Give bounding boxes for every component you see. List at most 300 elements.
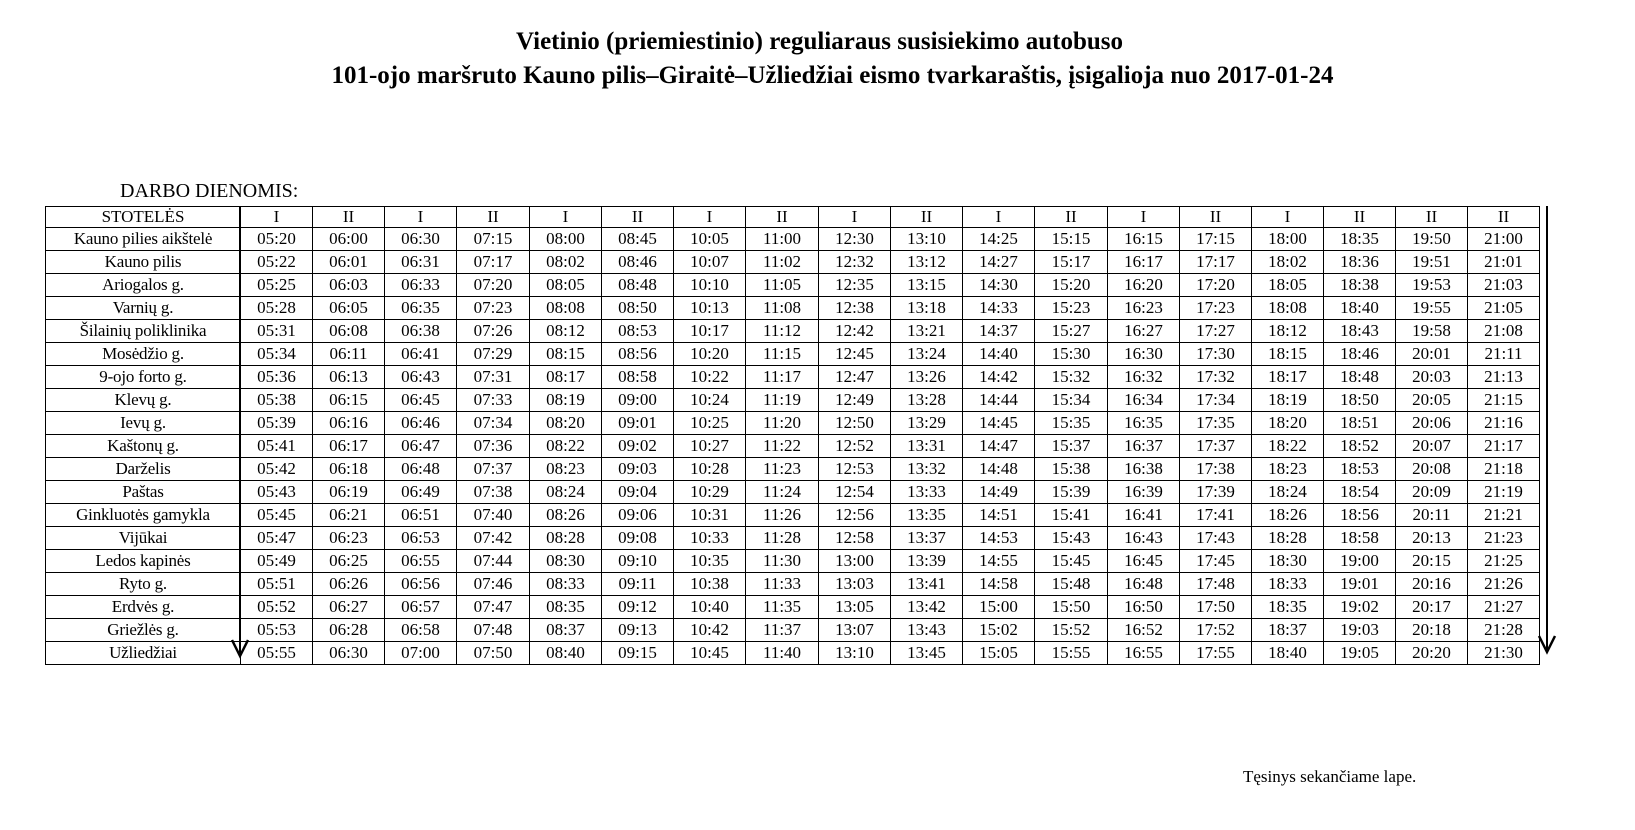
- trip-column-header: II: [746, 207, 819, 228]
- table-row: [46, 412, 1540, 435]
- departure-time: 13:10: [819, 642, 891, 665]
- departure-time: 07:48: [457, 619, 530, 642]
- departure-time: 21:03: [1468, 274, 1540, 297]
- departure-time: 15:45: [1035, 550, 1108, 573]
- departure-time: 09:08: [602, 527, 674, 550]
- document-title-line-1: Vietinio (priemiestinio) reguliaraus susisiekimo autobuso: [516, 28, 1123, 55]
- departure-time: 15:02: [963, 619, 1035, 642]
- table-row: [46, 320, 1540, 343]
- departure-time: 21:25: [1468, 550, 1540, 573]
- departure-time: 12:45: [819, 343, 891, 366]
- departure-time: 07:47: [457, 596, 530, 619]
- departure-time: 13:32: [891, 458, 963, 481]
- departure-time: 06:27: [313, 596, 385, 619]
- departure-time: 13:41: [891, 573, 963, 596]
- departure-time: 06:49: [385, 481, 457, 504]
- departure-time: 16:30: [1108, 343, 1180, 366]
- departure-time: 17:43: [1180, 527, 1252, 550]
- departure-time: 21:23: [1468, 527, 1540, 550]
- departure-time: 14:27: [963, 251, 1035, 274]
- departure-time: 19:51: [1396, 251, 1468, 274]
- departure-time: 20:01: [1396, 343, 1468, 366]
- departure-time: 05:55: [241, 642, 313, 665]
- departure-time: 15:35: [1035, 412, 1108, 435]
- departure-time: 06:58: [385, 619, 457, 642]
- trip-column-header: II: [1324, 207, 1396, 228]
- departure-time: 11:15: [746, 343, 819, 366]
- trip-column-header: II: [1396, 207, 1468, 228]
- departure-time: 18:43: [1324, 320, 1396, 343]
- departure-time: 18:35: [1252, 596, 1324, 619]
- departure-time: 06:05: [313, 297, 385, 320]
- departure-time: 10:22: [674, 366, 746, 389]
- departure-time: 20:16: [1396, 573, 1468, 596]
- departure-time: 16:38: [1108, 458, 1180, 481]
- trip-column-header: II: [602, 207, 674, 228]
- departure-time: 13:07: [819, 619, 891, 642]
- departure-time: 08:20: [530, 412, 602, 435]
- departure-time: 15:39: [1035, 481, 1108, 504]
- departure-time: 10:40: [674, 596, 746, 619]
- table-row: [46, 343, 1540, 366]
- departure-time: 17:15: [1180, 228, 1252, 251]
- departure-time: 18:19: [1252, 389, 1324, 412]
- table-row: [46, 274, 1540, 297]
- departure-time: 14:49: [963, 481, 1035, 504]
- departure-time: 05:51: [241, 573, 313, 596]
- departure-time: 18:26: [1252, 504, 1324, 527]
- departure-time: 17:39: [1180, 481, 1252, 504]
- departure-time: 12:54: [819, 481, 891, 504]
- section-label-workdays: DARBO DIENOMIS:: [120, 180, 299, 202]
- trip-column-header: I: [1108, 207, 1180, 228]
- departure-time: 05:52: [241, 596, 313, 619]
- departure-time: 20:09: [1396, 481, 1468, 504]
- departure-time: 20:08: [1396, 458, 1468, 481]
- departure-time: 10:31: [674, 504, 746, 527]
- departure-time: 10:20: [674, 343, 746, 366]
- departure-time: 21:00: [1468, 228, 1540, 251]
- departure-time: 08:08: [530, 297, 602, 320]
- departure-time: 13:21: [891, 320, 963, 343]
- departure-time: 07:40: [457, 504, 530, 527]
- stop-name: Klevų g.: [46, 389, 241, 412]
- departure-time: 18:02: [1252, 251, 1324, 274]
- departure-time: 08:23: [530, 458, 602, 481]
- stop-name: Ledos kapinės: [46, 550, 241, 573]
- departure-time: 13:28: [891, 389, 963, 412]
- departure-time: 12:50: [819, 412, 891, 435]
- departure-time: 13:43: [891, 619, 963, 642]
- departure-time: 19:03: [1324, 619, 1396, 642]
- departure-time: 18:40: [1252, 642, 1324, 665]
- departure-time: 15:27: [1035, 320, 1108, 343]
- departure-time: 20:06: [1396, 412, 1468, 435]
- departure-time: 13:10: [891, 228, 963, 251]
- departure-time: 10:35: [674, 550, 746, 573]
- departure-time: 12:56: [819, 504, 891, 527]
- departure-time: 13:26: [891, 366, 963, 389]
- departure-time: 06:25: [313, 550, 385, 573]
- departure-time: 21:18: [1468, 458, 1540, 481]
- departure-time: 11:37: [746, 619, 819, 642]
- departure-time: 15:15: [1035, 228, 1108, 251]
- departure-time: 18:20: [1252, 412, 1324, 435]
- departure-time: 20:05: [1396, 389, 1468, 412]
- departure-time: 05:22: [241, 251, 313, 274]
- departure-time: 06:15: [313, 389, 385, 412]
- departure-time: 17:52: [1180, 619, 1252, 642]
- departure-time: 10:27: [674, 435, 746, 458]
- departure-time: 05:25: [241, 274, 313, 297]
- departure-time: 11:33: [746, 573, 819, 596]
- trip-column-header: I: [385, 207, 457, 228]
- departure-time: 15:38: [1035, 458, 1108, 481]
- departure-time: 06:38: [385, 320, 457, 343]
- departure-time: 07:34: [457, 412, 530, 435]
- departure-time: 11:24: [746, 481, 819, 504]
- departure-time: 06:53: [385, 527, 457, 550]
- departure-time: 11:17: [746, 366, 819, 389]
- departure-time: 06:23: [313, 527, 385, 550]
- departure-time: 10:13: [674, 297, 746, 320]
- departure-time: 09:12: [602, 596, 674, 619]
- departure-time: 10:10: [674, 274, 746, 297]
- departure-time: 17:34: [1180, 389, 1252, 412]
- departure-time: 14:48: [963, 458, 1035, 481]
- departure-time: 13:03: [819, 573, 891, 596]
- departure-time: 11:40: [746, 642, 819, 665]
- departure-time: 06:46: [385, 412, 457, 435]
- departure-time: 20:13: [1396, 527, 1468, 550]
- departure-time: 05:45: [241, 504, 313, 527]
- departure-time: 08:40: [530, 642, 602, 665]
- departure-time: 06:00: [313, 228, 385, 251]
- departure-time: 08:56: [602, 343, 674, 366]
- departure-time: 06:55: [385, 550, 457, 573]
- departure-time: 14:51: [963, 504, 1035, 527]
- departure-time: 18:17: [1252, 366, 1324, 389]
- departure-time: 19:05: [1324, 642, 1396, 665]
- departure-time: 20:17: [1396, 596, 1468, 619]
- stop-name: Ginkluotės gamykla: [46, 504, 241, 527]
- departure-time: 15:20: [1035, 274, 1108, 297]
- departure-time: 21:11: [1468, 343, 1540, 366]
- departure-time: 13:12: [891, 251, 963, 274]
- departure-time: 08:02: [530, 251, 602, 274]
- departure-time: 17:55: [1180, 642, 1252, 665]
- departure-time: 12:49: [819, 389, 891, 412]
- departure-time: 18:53: [1324, 458, 1396, 481]
- departure-time: 16:17: [1108, 251, 1180, 274]
- departure-time: 08:46: [602, 251, 674, 274]
- departure-time: 13:18: [891, 297, 963, 320]
- departure-time: 06:18: [313, 458, 385, 481]
- departure-time: 20:03: [1396, 366, 1468, 389]
- stop-name: Užliedžiai: [46, 642, 241, 665]
- departure-time: 05:20: [241, 228, 313, 251]
- table-row: [46, 642, 1540, 665]
- departure-time: 10:29: [674, 481, 746, 504]
- departure-time: 10:25: [674, 412, 746, 435]
- departure-time: 06:11: [313, 343, 385, 366]
- departure-time: 15:41: [1035, 504, 1108, 527]
- departure-time: 18:00: [1252, 228, 1324, 251]
- departure-time: 12:30: [819, 228, 891, 251]
- departure-time: 14:47: [963, 435, 1035, 458]
- direction-arrow-icon: [230, 204, 250, 662]
- departure-time: 08:00: [530, 228, 602, 251]
- departure-time: 18:54: [1324, 481, 1396, 504]
- departure-time: 06:13: [313, 366, 385, 389]
- departure-time: 09:04: [602, 481, 674, 504]
- departure-time: 21:28: [1468, 619, 1540, 642]
- trip-column-header: II: [313, 207, 385, 228]
- departure-time: 09:06: [602, 504, 674, 527]
- departure-time: 12:53: [819, 458, 891, 481]
- departure-time: 11:08: [746, 297, 819, 320]
- departure-time: 07:20: [457, 274, 530, 297]
- departure-time: 11:26: [746, 504, 819, 527]
- table-row: [46, 366, 1540, 389]
- departure-time: 06:43: [385, 366, 457, 389]
- trip-column-header: II: [1180, 207, 1252, 228]
- departure-time: 07:38: [457, 481, 530, 504]
- stop-name: Paštas: [46, 481, 241, 504]
- departure-time: 11:00: [746, 228, 819, 251]
- departure-time: 05:28: [241, 297, 313, 320]
- departure-time: 10:45: [674, 642, 746, 665]
- stop-name: Erdvės g.: [46, 596, 241, 619]
- departure-time: 14:58: [963, 573, 1035, 596]
- departure-time: 06:01: [313, 251, 385, 274]
- departure-time: 13:37: [891, 527, 963, 550]
- departure-time: 12:35: [819, 274, 891, 297]
- table-row: [46, 251, 1540, 274]
- departure-time: 16:35: [1108, 412, 1180, 435]
- stop-name: Darželis: [46, 458, 241, 481]
- departure-time: 08:28: [530, 527, 602, 550]
- stop-name: Kauno pilis: [46, 251, 241, 274]
- departure-time: 17:17: [1180, 251, 1252, 274]
- table-row: [46, 550, 1540, 573]
- document-title-line-2: 101-ojo maršruto Kauno pilis–Giraitė–Užliedžiai eismo tvarkaraštis, įsigalioja nuo 2017-01-24: [331, 62, 1334, 89]
- departure-time: 12:52: [819, 435, 891, 458]
- departure-time: 06:16: [313, 412, 385, 435]
- departure-time: 08:58: [602, 366, 674, 389]
- departure-time: 15:32: [1035, 366, 1108, 389]
- departure-time: 13:00: [819, 550, 891, 573]
- departure-time: 15:05: [963, 642, 1035, 665]
- departure-time: 14:37: [963, 320, 1035, 343]
- departure-time: 09:03: [602, 458, 674, 481]
- departure-time: 16:15: [1108, 228, 1180, 251]
- trip-column-header: II: [1035, 207, 1108, 228]
- departure-time: 13:24: [891, 343, 963, 366]
- trip-column-header: I: [674, 207, 746, 228]
- departure-time: 07:33: [457, 389, 530, 412]
- stop-name: Ryto g.: [46, 573, 241, 596]
- departure-time: 17:41: [1180, 504, 1252, 527]
- departure-time: 17:27: [1180, 320, 1252, 343]
- departure-time: 06:21: [313, 504, 385, 527]
- table-row: [46, 619, 1540, 642]
- departure-time: 10:28: [674, 458, 746, 481]
- departure-time: 17:50: [1180, 596, 1252, 619]
- departure-time: 21:19: [1468, 481, 1540, 504]
- departure-time: 09:10: [602, 550, 674, 573]
- departure-time: 07:42: [457, 527, 530, 550]
- departure-time: 06:03: [313, 274, 385, 297]
- departure-time: 06:19: [313, 481, 385, 504]
- departure-time: 09:00: [602, 389, 674, 412]
- departure-time: 07:15: [457, 228, 530, 251]
- departure-time: 15:34: [1035, 389, 1108, 412]
- trip-column-header: I: [241, 207, 313, 228]
- stop-name: Kauno pilies aikštelė: [46, 228, 241, 251]
- departure-time: 21:13: [1468, 366, 1540, 389]
- departure-time: 11:20: [746, 412, 819, 435]
- stop-name: Vijūkai: [46, 527, 241, 550]
- trip-column-header: II: [891, 207, 963, 228]
- departure-time: 17:20: [1180, 274, 1252, 297]
- stop-name: Varnių g.: [46, 297, 241, 320]
- departure-time: 10:17: [674, 320, 746, 343]
- departure-time: 18:52: [1324, 435, 1396, 458]
- departure-time: 06:33: [385, 274, 457, 297]
- departure-time: 18:46: [1324, 343, 1396, 366]
- direction-arrow-icon: [1537, 204, 1557, 662]
- departure-time: 15:50: [1035, 596, 1108, 619]
- departure-time: 18:51: [1324, 412, 1396, 435]
- departure-time: 17:37: [1180, 435, 1252, 458]
- departure-time: 11:30: [746, 550, 819, 573]
- departure-time: 06:26: [313, 573, 385, 596]
- departure-time: 07:46: [457, 573, 530, 596]
- departure-time: 08:26: [530, 504, 602, 527]
- departure-time: 05:39: [241, 412, 313, 435]
- departure-time: 06:17: [313, 435, 385, 458]
- departure-time: 15:30: [1035, 343, 1108, 366]
- departure-time: 07:50: [457, 642, 530, 665]
- departure-time: 15:52: [1035, 619, 1108, 642]
- departure-time: 18:56: [1324, 504, 1396, 527]
- departure-time: 05:49: [241, 550, 313, 573]
- departure-time: 09:02: [602, 435, 674, 458]
- departure-time: 14:25: [963, 228, 1035, 251]
- departure-time: 08:17: [530, 366, 602, 389]
- departure-time: 14:30: [963, 274, 1035, 297]
- departure-time: 20:07: [1396, 435, 1468, 458]
- departure-time: 14:33: [963, 297, 1035, 320]
- departure-time: 13:35: [891, 504, 963, 527]
- departure-time: 21:16: [1468, 412, 1540, 435]
- departure-time: 10:42: [674, 619, 746, 642]
- stop-name: Ievų g.: [46, 412, 241, 435]
- departure-time: 21:08: [1468, 320, 1540, 343]
- departure-time: 05:53: [241, 619, 313, 642]
- departure-time: 21:17: [1468, 435, 1540, 458]
- stop-name: Šilainių poliklinika: [46, 320, 241, 343]
- trip-column-header: II: [457, 207, 530, 228]
- departure-time: 06:57: [385, 596, 457, 619]
- departure-time: 06:30: [385, 228, 457, 251]
- departure-time: 15:17: [1035, 251, 1108, 274]
- table-row: [46, 504, 1540, 527]
- departure-time: 07:17: [457, 251, 530, 274]
- departure-time: 08:50: [602, 297, 674, 320]
- departure-time: 06:31: [385, 251, 457, 274]
- departure-time: 14:44: [963, 389, 1035, 412]
- stop-name: Kaštonų g.: [46, 435, 241, 458]
- departure-time: 16:41: [1108, 504, 1180, 527]
- departure-time: 16:37: [1108, 435, 1180, 458]
- departure-time: 06:35: [385, 297, 457, 320]
- departure-time: 13:15: [891, 274, 963, 297]
- departure-time: 11:02: [746, 251, 819, 274]
- table-row: [46, 596, 1540, 619]
- departure-time: 21:21: [1468, 504, 1540, 527]
- departure-time: 08:05: [530, 274, 602, 297]
- departure-time: 13:05: [819, 596, 891, 619]
- departure-time: 16:48: [1108, 573, 1180, 596]
- departure-time: 09:15: [602, 642, 674, 665]
- continuation-note: Tęsinys sekančiame lape.: [1243, 767, 1417, 786]
- departure-time: 17:35: [1180, 412, 1252, 435]
- timetable-header-row: [46, 207, 1540, 228]
- departure-time: 20:20: [1396, 642, 1468, 665]
- departure-time: 20:11: [1396, 504, 1468, 527]
- departure-time: 10:33: [674, 527, 746, 550]
- departure-time: 08:15: [530, 343, 602, 366]
- departure-time: 18:38: [1324, 274, 1396, 297]
- departure-time: 18:58: [1324, 527, 1396, 550]
- departure-time: 07:36: [457, 435, 530, 458]
- departure-time: 18:22: [1252, 435, 1324, 458]
- departure-time: 18:48: [1324, 366, 1396, 389]
- table-row: [46, 481, 1540, 504]
- departure-time: 17:38: [1180, 458, 1252, 481]
- departure-time: 18:12: [1252, 320, 1324, 343]
- timetable: [45, 206, 1540, 665]
- departure-time: 05:41: [241, 435, 313, 458]
- departure-time: 07:23: [457, 297, 530, 320]
- stop-name: Ariogalos g.: [46, 274, 241, 297]
- departure-time: 05:38: [241, 389, 313, 412]
- departure-time: 05:36: [241, 366, 313, 389]
- departure-time: 06:47: [385, 435, 457, 458]
- departure-time: 05:31: [241, 320, 313, 343]
- trip-column-header: I: [819, 207, 891, 228]
- departure-time: 16:34: [1108, 389, 1180, 412]
- departure-time: 16:39: [1108, 481, 1180, 504]
- departure-time: 19:50: [1396, 228, 1468, 251]
- departure-time: 10:07: [674, 251, 746, 274]
- departure-time: 07:26: [457, 320, 530, 343]
- departure-time: 16:32: [1108, 366, 1180, 389]
- departure-time: 21:30: [1468, 642, 1540, 665]
- departure-time: 20:18: [1396, 619, 1468, 642]
- departure-time: 06:08: [313, 320, 385, 343]
- departure-time: 06:45: [385, 389, 457, 412]
- departure-time: 18:37: [1252, 619, 1324, 642]
- departure-time: 14:53: [963, 527, 1035, 550]
- table-row: [46, 435, 1540, 458]
- departure-time: 07:00: [385, 642, 457, 665]
- departure-time: 11:19: [746, 389, 819, 412]
- departure-time: 15:48: [1035, 573, 1108, 596]
- departure-time: 16:43: [1108, 527, 1180, 550]
